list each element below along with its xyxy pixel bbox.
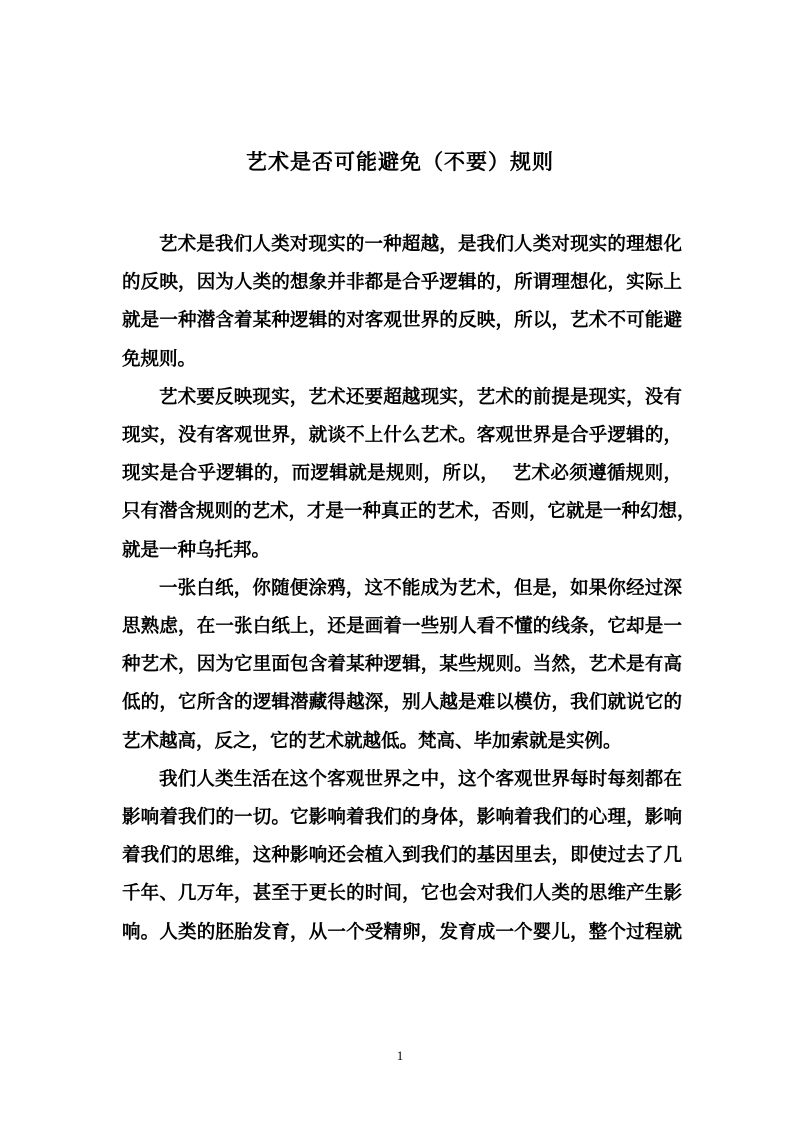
paragraph-1: [122, 226, 682, 379]
text-line: 艺术越高，反之，它的艺术就越低。梵高、毕加索就是实例。: [122, 730, 622, 752]
page-number: 1: [396, 1048, 404, 1063]
text-line: 低的，它所含的逻辑潜藏得越深，别人越是难以模仿，我们就说它的: [122, 692, 682, 714]
paragraph-3: [122, 570, 682, 761]
text-line: 种艺术，因为它里面包含着某种逻辑，某些规则。当然，艺术是有高: [122, 654, 682, 676]
text-line: 我们人类生活在这个客观世界之中，这个客观世界每时每刻都在: [159, 768, 682, 790]
text-line: 一张白纸，你随便涂鸦，这不能成为艺术，但是，如果你经过深: [159, 577, 682, 599]
text-line: 影响着我们的一切。它影响着我们的身体，影响着我们的心理，影响: [122, 807, 682, 829]
document-body: [122, 226, 696, 952]
text-line: 着我们的思维，这种影响还会植入到我们的基因里去，即使过去了几: [122, 845, 682, 867]
text-line: 艺术要反映现实，艺术还要超越现实，艺术的前提是现实，没有: [159, 386, 682, 408]
paragraph-2: [122, 379, 696, 570]
text-line: 响。人类的胚胎发育，从一个受精卵，发育成一个婴儿，整个过程就: [122, 921, 682, 943]
text-line: 只有潜含规则的艺术，才是一种真正的艺术，否则，它就是一种幻想，: [122, 501, 696, 523]
text-line: 免规则。: [122, 348, 197, 370]
text-line: 现实，没有客观世界，就谈不上什么艺术。客观世界是合乎逻辑的，: [122, 425, 682, 447]
text-line: 千年、几万年，甚至于更长的时间，它也会对我们人类的思维产生影: [122, 883, 682, 905]
text-line: 就是一种潜含着某种逻辑的对客观世界的反映，所以，艺术不可能避: [122, 310, 682, 332]
paragraph-4: [122, 761, 682, 952]
document-title: 艺术是否可能避免（不要）规则: [246, 150, 554, 174]
text-line: 现实是合乎逻辑的，而逻辑就是规则，所以， 艺术必须遵循规则，: [122, 463, 682, 485]
text-line: 的反映，因为人类的想象并非都是合乎逻辑的，所谓理想化，实际上: [122, 272, 682, 294]
text-line: 就是一种乌托邦。: [122, 539, 271, 561]
text-line: 思熟虑，在一张白纸上，还是画着一些别人看不懂的线条，它却是一: [122, 616, 682, 638]
text-line: 艺术是我们人类对现实的一种超越，是我们人类对现实的理想化: [159, 234, 682, 255]
